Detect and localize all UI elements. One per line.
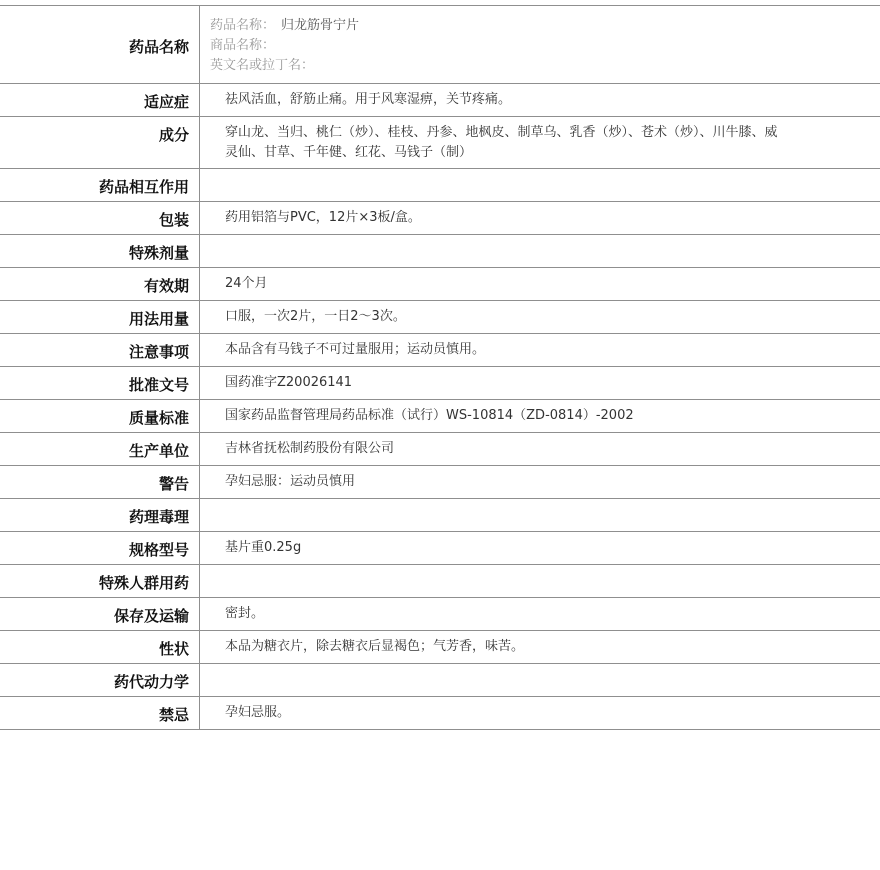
row-value: [200, 235, 880, 267]
row-value: [200, 565, 880, 597]
row-label: 药理毒理: [0, 499, 200, 531]
row-label: 批准文号: [0, 367, 200, 399]
row-label: 性状: [0, 631, 200, 663]
row-value: 密封。: [225, 606, 265, 621]
row-value: 孕妇忌服：运动员慎用: [225, 474, 356, 489]
row-label: 规格型号: [0, 532, 200, 564]
generic-name-line: [210, 16, 880, 36]
row-drug-name: [0, 6, 880, 84]
row-special-population: [0, 565, 880, 598]
generic-name-label: 药品名称：: [210, 18, 276, 33]
row-label: 药品名称: [0, 6, 200, 83]
row-label: 保存及运输: [0, 598, 200, 630]
row-warning: [0, 466, 880, 499]
row-label: 药代动力学: [0, 664, 200, 696]
generic-name-value: 归龙筋骨宁片: [281, 18, 360, 33]
row-value: [200, 169, 880, 201]
row-indication: [0, 84, 880, 117]
row-interactions: [0, 169, 880, 202]
row-value: 本品含有马钱子不可过量服用；运动员慎用。: [225, 342, 486, 357]
row-package: [0, 202, 880, 235]
row-label: 禁忌: [0, 697, 200, 729]
row-value: 国药准字Z20026141: [225, 375, 353, 390]
row-description: [0, 631, 880, 664]
drug-name-values: [200, 6, 880, 83]
row-label: 成分: [0, 117, 200, 168]
row-value: 穿山龙、当归、桃仁（炒）、桂枝、丹参、地枫皮、制草乌、乳香（炒）、苍术（炒）、川牛膝、威灵仙、甘草、千年健、红花、马钱子（制）: [225, 124, 778, 160]
row-storage: [0, 598, 880, 631]
row-quality-standard: [0, 400, 880, 433]
trade-name-label: 商品名称：: [210, 38, 276, 53]
row-value: [200, 499, 880, 531]
row-label: 特殊人群用药: [0, 565, 200, 597]
row-contraindications: [0, 697, 880, 730]
row-value: 孕妇忌服。: [225, 705, 291, 720]
row-ingredients: [0, 117, 880, 169]
row-label: 注意事项: [0, 334, 200, 366]
row-value: 本品为糖衣片，除去糖衣后显褐色；气芳香，味苦。: [225, 639, 525, 654]
english-name-label: 英文名或拉丁名：: [210, 58, 315, 73]
row-pharmacology: [0, 499, 880, 532]
row-label: 生产单位: [0, 433, 200, 465]
row-label: 用法用量: [0, 301, 200, 333]
row-label: 包装: [0, 202, 200, 234]
row-value: 药用铝箔与PVC，12片×3板/盒。: [225, 210, 421, 225]
row-label: 质量标准: [0, 400, 200, 432]
row-value: [200, 664, 880, 696]
row-label: 特殊剂量: [0, 235, 200, 267]
row-value: 祛风活血，舒筋止痛。用于风寒湿痹，关节疼痛。: [225, 92, 512, 107]
row-special-dosage: [0, 235, 880, 268]
row-value: 口服，一次2片，一日2～3次。: [225, 309, 406, 324]
row-pharmacokinetics: [0, 664, 880, 697]
row-precautions: [0, 334, 880, 367]
row-label: 有效期: [0, 268, 200, 300]
row-shelf-life: [0, 268, 880, 301]
row-specification: [0, 532, 880, 565]
row-dosage: [0, 301, 880, 334]
row-value: 24个月: [225, 276, 268, 291]
row-label: 警告: [0, 466, 200, 498]
row-manufacturer: [0, 433, 880, 466]
row-value: 国家药品监督管理局药品标准（试行）WS-10814（ZD-0814）-2002: [225, 408, 634, 423]
drug-info-table: [0, 5, 880, 730]
row-value: 基片重0.25g: [225, 540, 302, 555]
row-label: 药品相互作用: [0, 169, 200, 201]
row-label: 适应症: [0, 84, 200, 116]
row-approval-number: [0, 367, 880, 400]
row-value: 吉林省抚松制药股份有限公司: [225, 441, 395, 456]
